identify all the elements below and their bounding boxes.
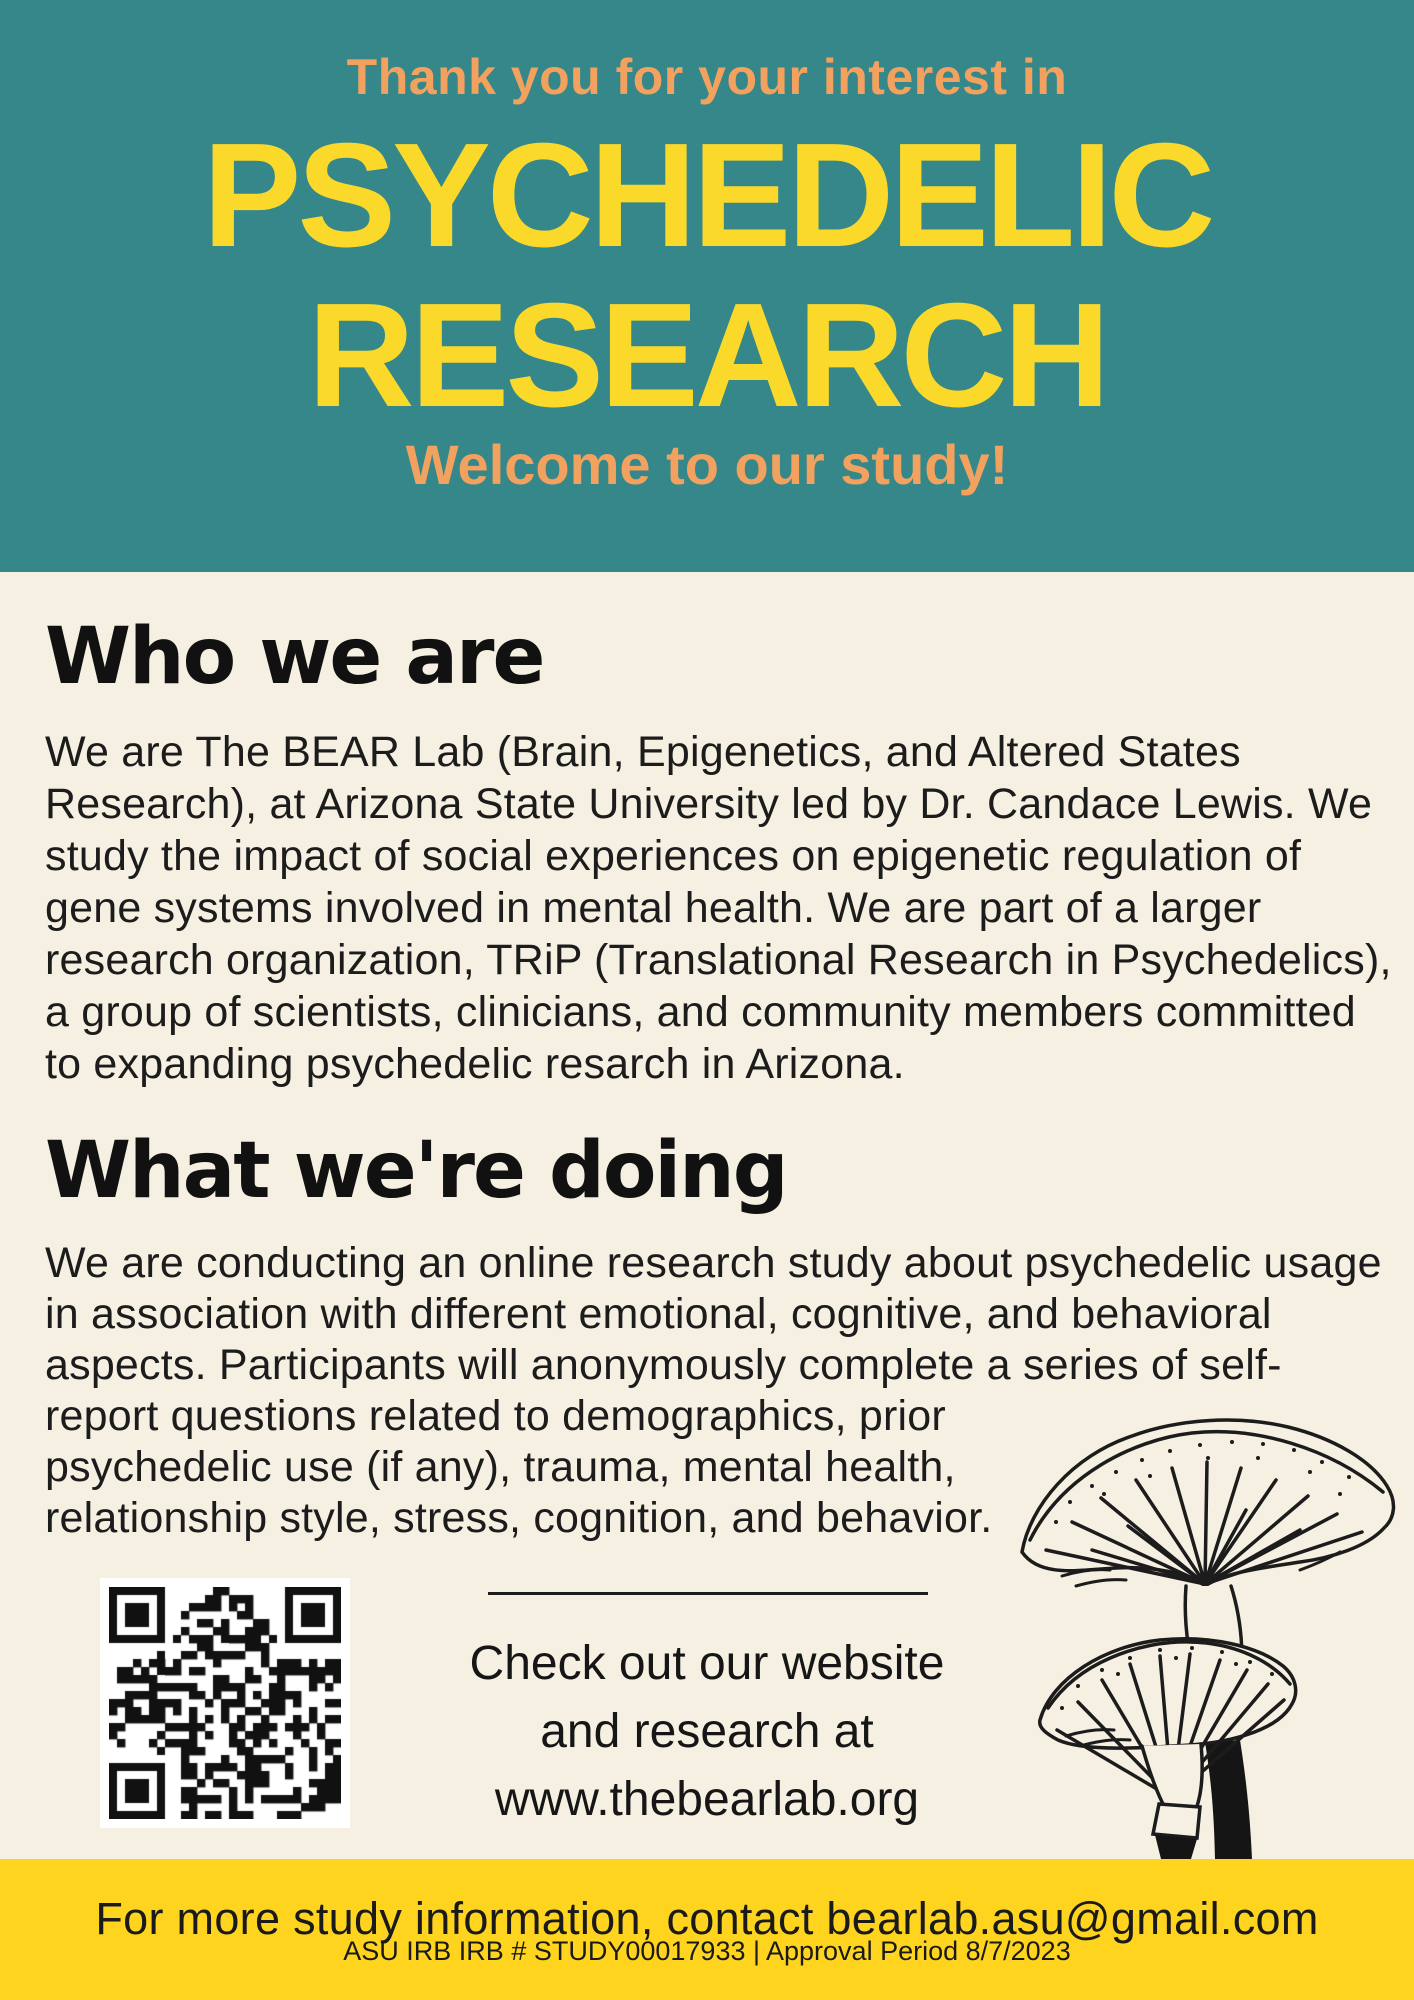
who-line: We are The BEAR Lab (Brain, Epigenetics, and Altered States — [45, 728, 1241, 776]
what-line: report questions related to demographics, prior — [45, 1392, 946, 1440]
footer-bar — [0, 1859, 1414, 2000]
who-line: to expanding psychedelic resarch in Arizona. — [45, 1040, 905, 1088]
who-we-are-heading: Who we are — [45, 612, 544, 702]
who-line: research organization, TRiP (Translational Research in Psychedelics), — [45, 936, 1392, 984]
website-text-line: Check out our website — [469, 1637, 945, 1690]
website-callout — [302, 1630, 1112, 1834]
banner-title-line2: RESEARCH — [307, 273, 1107, 438]
footer-irb-text: ASU IRB IRB # STUDY00017933 | Approval Period 8/7/2023 — [343, 1936, 1071, 1966]
what-line: relationship style, stress, cognition, and behavior. — [45, 1494, 993, 1542]
website-url: www.thebearlab.org — [494, 1773, 920, 1826]
who-line: Research), at Arizona State University led by Dr. Candace Lewis. We — [45, 780, 1373, 828]
what-line: psychedelic use (if any), trauma, mental health, — [45, 1443, 956, 1491]
what-line: aspects. Participants will anonymously complete a series of self- — [45, 1341, 1282, 1389]
what-line: in association with different emotional, cognitive, and behavioral — [45, 1290, 1272, 1338]
divider-line — [488, 1592, 928, 1595]
banner-subtitle: Welcome to our study! — [405, 433, 1009, 496]
who-we-are-paragraph — [45, 726, 1392, 1090]
who-line: study the impact of social experiences on epigenetic regulation of — [45, 832, 1302, 880]
mushroom-illustration — [1000, 1390, 1414, 1859]
footer-contact-text: For more study information, contact bearlab.asu@gmail.com — [95, 1893, 1319, 1944]
who-line: a group of scientists, clinicians, and community members committed — [45, 988, 1356, 1036]
banner-title-line1: PSYCHEDELIC — [202, 113, 1212, 278]
what-we-are-doing-heading: What we're doing — [45, 1126, 787, 1216]
banner — [0, 0, 1414, 572]
banner-intro-text: Thank you for your interest in — [346, 49, 1068, 105]
website-text-line: and research at — [540, 1705, 874, 1758]
what-line: We are conducting an online research study about psychedelic usage — [45, 1239, 1382, 1287]
who-line: gene systems involved in mental health. We are part of a larger — [45, 884, 1262, 932]
